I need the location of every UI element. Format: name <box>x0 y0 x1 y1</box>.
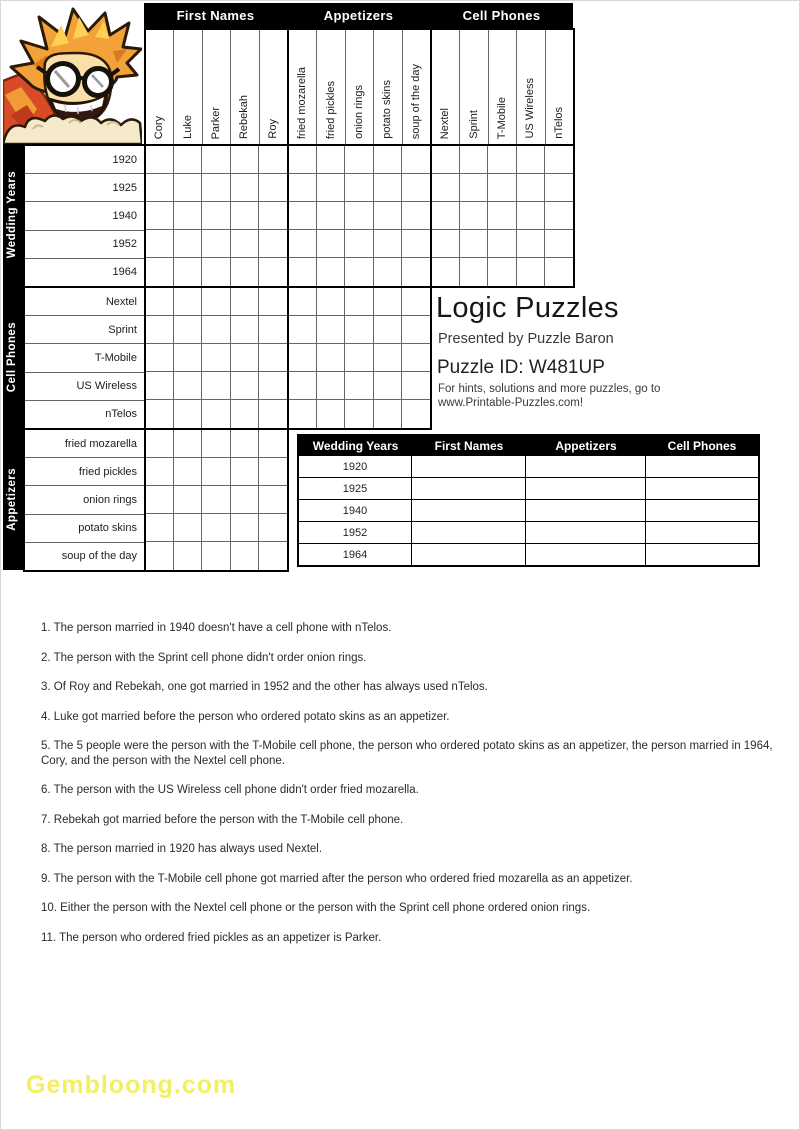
column-label: fried pickles <box>324 80 337 139</box>
grid-cell[interactable] <box>517 230 545 258</box>
grid-cell[interactable] <box>174 372 202 400</box>
column-label: onion rings <box>353 85 366 139</box>
grid-cell[interactable] <box>231 486 259 514</box>
grid-cell[interactable] <box>202 288 230 316</box>
column-label-cell <box>460 30 488 144</box>
row-label: soup of the day <box>61 550 137 563</box>
answer-table-row <box>299 455 758 477</box>
grid-cell[interactable] <box>317 174 345 202</box>
grid-cell[interactable] <box>259 146 287 174</box>
column-label: Parker <box>210 106 223 139</box>
grid-cell[interactable] <box>259 486 287 514</box>
row-label: 1920 <box>25 146 144 174</box>
grid-cell[interactable] <box>289 230 317 258</box>
page-subtitle: Presented by Puzzle Baron <box>438 331 614 347</box>
answer-table-header-cell: First Names <box>434 438 504 453</box>
column-label-cell <box>174 30 202 144</box>
grid-cell[interactable] <box>402 316 430 344</box>
column-labels-block <box>287 28 432 146</box>
column-label: soup of the day <box>409 63 422 139</box>
grid-cell[interactable] <box>345 202 373 230</box>
grid-cell[interactable] <box>289 316 317 344</box>
grid-cell[interactable] <box>460 146 488 174</box>
grid-cell[interactable] <box>174 258 202 286</box>
grid-cell[interactable] <box>146 458 174 486</box>
grid-cell-block <box>144 428 289 572</box>
grid-cell[interactable] <box>231 344 259 372</box>
grid-cell[interactable] <box>174 288 202 316</box>
row-label: 1964 <box>112 266 137 279</box>
grid-cell[interactable] <box>460 174 488 202</box>
answer-blank-cell[interactable] <box>412 544 526 565</box>
grid-cell[interactable] <box>289 258 317 286</box>
grid-cell[interactable] <box>231 146 259 174</box>
grid-cell[interactable] <box>259 174 287 202</box>
answer-blank-cell[interactable] <box>646 522 758 543</box>
grid-cell[interactable] <box>231 372 259 400</box>
grid-cell[interactable] <box>289 372 317 400</box>
grid-cell-block <box>287 144 432 288</box>
grid-cell[interactable] <box>231 230 259 258</box>
answer-blank-cell[interactable] <box>526 478 646 499</box>
grid-cell[interactable] <box>317 230 345 258</box>
answer-table-row <box>299 521 758 543</box>
grid-cell[interactable] <box>432 258 460 286</box>
clue-item: 11. The person who ordered fried pickles as an appetizer is Parker. <box>41 931 382 944</box>
grid-cell[interactable] <box>202 202 230 230</box>
grid-cell[interactable] <box>345 174 373 202</box>
grid-cell[interactable] <box>460 230 488 258</box>
grid-cell[interactable] <box>202 514 230 542</box>
grid-cell[interactable] <box>432 202 460 230</box>
grid-cell[interactable] <box>374 230 402 258</box>
grid-cell[interactable] <box>202 230 230 258</box>
column-label-cell <box>317 30 345 144</box>
grid-cell[interactable] <box>488 230 516 258</box>
grid-cell[interactable] <box>202 258 230 286</box>
column-label: Cory <box>153 115 166 139</box>
grid-cell[interactable] <box>545 202 573 230</box>
grid-cell[interactable] <box>345 372 373 400</box>
grid-cell[interactable] <box>231 458 259 486</box>
grid-cell[interactable] <box>202 372 230 400</box>
column-label-cell <box>546 30 573 144</box>
answer-blank-cell[interactable] <box>646 478 758 499</box>
clue-item: 10. Either the person with the Nextel cell phone or the person with the Sprint cell phone ordered onion rings. <box>41 902 591 914</box>
column-label: Luke <box>181 115 194 139</box>
column-label-cell <box>517 30 545 144</box>
grid-cell[interactable] <box>174 316 202 344</box>
grid-cell[interactable] <box>460 202 488 230</box>
grid-cell[interactable] <box>259 430 287 458</box>
grid-cell[interactable] <box>146 230 174 258</box>
grid-cell[interactable] <box>231 174 259 202</box>
grid-cell[interactable] <box>374 316 402 344</box>
grid-cell[interactable] <box>202 146 230 174</box>
answer-blank-cell[interactable] <box>412 456 526 477</box>
grid-cell[interactable] <box>231 316 259 344</box>
grid-cell[interactable] <box>174 202 202 230</box>
answer-blank-cell[interactable] <box>526 456 646 477</box>
answer-table-row <box>299 543 758 565</box>
grid-cell[interactable] <box>517 258 545 286</box>
grid-cell[interactable] <box>402 372 430 400</box>
grid-cell[interactable] <box>231 514 259 542</box>
grid-cell[interactable] <box>231 202 259 230</box>
grid-cell[interactable] <box>345 316 373 344</box>
grid-cell[interactable] <box>231 288 259 316</box>
grid-cell[interactable] <box>402 258 430 286</box>
grid-cell[interactable] <box>146 202 174 230</box>
grid-cell[interactable] <box>317 258 345 286</box>
grid-cell[interactable] <box>174 230 202 258</box>
column-label-cell <box>260 30 287 144</box>
column-label-cell <box>346 30 374 144</box>
grid-cell[interactable] <box>545 174 573 202</box>
mascot-icon <box>3 3 142 144</box>
mascot-illustration <box>3 3 142 144</box>
answer-blank-cell[interactable] <box>526 522 646 543</box>
row-label: T-Mobile <box>25 344 144 372</box>
row-labels-column <box>23 286 146 430</box>
answer-blank-cell[interactable] <box>526 544 646 565</box>
grid-cell[interactable] <box>202 400 230 428</box>
grid-cell[interactable] <box>432 230 460 258</box>
grid-cell[interactable] <box>231 542 259 570</box>
answer-blank-cell[interactable] <box>412 478 526 499</box>
answer-year-cell: 1964 <box>299 544 412 565</box>
column-label: Rebekah <box>238 94 251 139</box>
clue-item: 5. The 5 people were the person with the T-Mobile cell phone, the person who ordered potato skins as an appetizer, the person married in 1964, Cory, and the person with the Nextel cell phone. <box>41 740 773 767</box>
answer-table-row <box>299 499 758 521</box>
clues-list <box>41 621 773 960</box>
column-group-header: Appetizers <box>287 3 430 28</box>
grid-cell[interactable] <box>259 344 287 372</box>
column-label-cell <box>432 30 460 144</box>
column-label-cell <box>374 30 402 144</box>
grid-cell[interactable] <box>545 146 573 174</box>
row-group-header <box>3 428 23 570</box>
grid-cell[interactable] <box>231 258 259 286</box>
grid-cell-block <box>144 144 289 288</box>
grid-cell[interactable] <box>146 542 174 570</box>
grid-cell[interactable] <box>146 288 174 316</box>
grid-cell[interactable] <box>317 316 345 344</box>
grid-cell[interactable] <box>259 514 287 542</box>
puzzle-id: Puzzle ID: W481UP <box>437 357 605 378</box>
grid-cell-block <box>430 144 575 288</box>
answer-blank-cell[interactable] <box>526 500 646 521</box>
grid-cell[interactable] <box>259 202 287 230</box>
grid-cell[interactable] <box>174 174 202 202</box>
grid-cell[interactable] <box>146 430 174 458</box>
grid-cell[interactable] <box>374 344 402 372</box>
grid-cell[interactable] <box>259 230 287 258</box>
grid-cell[interactable] <box>345 230 373 258</box>
answer-table-header-cell: Wedding Years <box>312 438 399 453</box>
grid-cell[interactable] <box>289 344 317 372</box>
grid-cell[interactable] <box>146 400 174 428</box>
column-label: T-Mobile <box>496 96 509 139</box>
grid-cell[interactable] <box>374 202 402 230</box>
answer-table-header-cell: Cell Phones <box>667 438 737 453</box>
column-label-cell <box>203 30 231 144</box>
grid-cell[interactable] <box>545 230 573 258</box>
answer-year-cell: 1920 <box>299 456 412 477</box>
grid-cell[interactable] <box>259 542 287 570</box>
grid-cell[interactable] <box>345 146 373 174</box>
grid-cell[interactable] <box>345 344 373 372</box>
row-label: 1925 <box>25 174 144 202</box>
row-group-label: Wedding Years <box>6 171 19 259</box>
row-group-header <box>3 144 23 286</box>
column-label: potato skins <box>381 80 394 139</box>
row-label: fried pickles <box>25 458 144 486</box>
grid-cell[interactable] <box>202 458 230 486</box>
grid-cell[interactable] <box>146 258 174 286</box>
row-label: 1952 <box>25 231 144 259</box>
grid-cell[interactable] <box>146 514 174 542</box>
grid-cell[interactable] <box>374 258 402 286</box>
answer-table-header-cell: Appetizers <box>555 438 617 453</box>
page-title: Logic Puzzles <box>436 292 619 324</box>
grid-cell[interactable] <box>289 174 317 202</box>
grid-cell[interactable] <box>517 202 545 230</box>
grid-cell-block <box>287 286 432 430</box>
clue-item: 8. The person married in 1920 has always used Nextel. <box>41 843 323 855</box>
clue-item: 4. Luke got married before the person who ordered potato skins as an appetizer. <box>41 710 450 723</box>
grid-cell[interactable] <box>146 372 174 400</box>
grid-cell[interactable] <box>402 230 430 258</box>
column-label-cell <box>231 30 259 144</box>
column-label: Roy <box>266 119 279 139</box>
grid-cell[interactable] <box>402 202 430 230</box>
grid-cell[interactable] <box>374 174 402 202</box>
clue-item: 1. The person married in 1940 doesn't have a cell phone with nTelos. <box>41 622 392 634</box>
row-label: fried mozarella <box>25 430 144 458</box>
grid-cell[interactable] <box>259 458 287 486</box>
watermark: Gembloong.com <box>26 1071 237 1099</box>
column-group-header: Cell Phones <box>430 3 573 28</box>
column-label: nTelos <box>552 107 565 139</box>
grid-cell[interactable] <box>289 400 317 428</box>
answer-table-header <box>299 436 758 455</box>
grid-cell[interactable] <box>174 514 202 542</box>
grid-cell[interactable] <box>231 430 259 458</box>
grid-cell[interactable] <box>317 344 345 372</box>
grid-cell[interactable] <box>174 458 202 486</box>
answer-blank-cell[interactable] <box>646 456 758 477</box>
grid-cell[interactable] <box>174 542 202 570</box>
grid-cell[interactable] <box>317 146 345 174</box>
grid-cell[interactable] <box>317 202 345 230</box>
row-labels-column <box>23 428 146 572</box>
column-label: US Wireless <box>524 78 537 139</box>
grid-cell[interactable] <box>488 146 516 174</box>
clue-item: 6. The person with the US Wireless cell phone didn't order fried mozarella. <box>41 784 419 796</box>
answer-blank-cell[interactable] <box>412 522 526 543</box>
grid-cell[interactable] <box>402 146 430 174</box>
grid-cell[interactable] <box>402 344 430 372</box>
hints-line-1: For hints, solutions and more puzzles, go to <box>438 383 661 395</box>
grid-cell[interactable] <box>374 288 402 316</box>
grid-cell[interactable] <box>146 486 174 514</box>
clue-item: 9. The person with the T-Mobile cell phone got married after the person who ordered fried mozarella as an appetizer. <box>41 872 633 885</box>
grid-cell-block <box>144 286 289 430</box>
answer-table <box>297 434 760 567</box>
answer-year-cell: 1940 <box>299 500 412 521</box>
row-label: Nextel <box>25 288 144 316</box>
grid-cell[interactable] <box>488 202 516 230</box>
grid-cell[interactable] <box>259 288 287 316</box>
column-label: fried mozarella <box>296 66 309 139</box>
grid-cell[interactable] <box>146 174 174 202</box>
grid-cell[interactable] <box>146 146 174 174</box>
hints-text <box>438 382 660 410</box>
row-labels-column <box>23 144 146 288</box>
grid-cell[interactable] <box>202 344 230 372</box>
grid-cell[interactable] <box>202 486 230 514</box>
grid-cell[interactable] <box>345 400 373 428</box>
grid-cell[interactable] <box>174 146 202 174</box>
grid-cell[interactable] <box>517 146 545 174</box>
grid-cell[interactable] <box>317 288 345 316</box>
grid-cell[interactable] <box>289 202 317 230</box>
grid-cell[interactable] <box>259 372 287 400</box>
clue-item: 7. Rebekah got married before the person with the T-Mobile cell phone. <box>41 813 404 826</box>
column-label: Nextel <box>439 107 452 139</box>
grid-cell[interactable] <box>460 258 488 286</box>
row-group-header <box>3 286 23 428</box>
grid-cell[interactable] <box>231 400 259 428</box>
grid-cell[interactable] <box>259 400 287 428</box>
grid-cell[interactable] <box>374 400 402 428</box>
grid-cell[interactable] <box>289 146 317 174</box>
grid-cell[interactable] <box>146 316 174 344</box>
answer-blank-cell[interactable] <box>412 500 526 521</box>
row-label: 1940 <box>25 202 144 230</box>
clue-item: 3. Of Roy and Rebekah, one got married in 1952 and the other has always used nTelos. <box>41 681 488 693</box>
answer-blank-cell[interactable] <box>646 500 758 521</box>
grid-cell[interactable] <box>374 146 402 174</box>
row-label: nTelos <box>105 408 137 421</box>
row-group-label: Cell Phones <box>6 321 19 393</box>
grid-cell[interactable] <box>202 542 230 570</box>
grid-cell[interactable] <box>317 400 345 428</box>
grid-cell[interactable] <box>289 288 317 316</box>
grid-cell[interactable] <box>402 400 430 428</box>
grid-cell[interactable] <box>174 430 202 458</box>
grid-cell[interactable] <box>317 372 345 400</box>
row-label: US Wireless <box>25 373 144 401</box>
grid-cell[interactable] <box>345 288 373 316</box>
answer-year-cell: 1925 <box>299 478 412 499</box>
grid-cell[interactable] <box>517 174 545 202</box>
row-group-label: Appetizers <box>6 467 19 531</box>
column-label: Sprint <box>467 110 480 139</box>
answer-blank-cell[interactable] <box>646 544 758 565</box>
column-group-header: First Names <box>144 3 287 28</box>
grid-cell[interactable] <box>345 258 373 286</box>
grid-cell[interactable] <box>374 372 402 400</box>
grid-cell[interactable] <box>545 258 573 286</box>
grid-cell[interactable] <box>432 174 460 202</box>
grid-cell[interactable] <box>174 486 202 514</box>
column-labels-block <box>430 28 575 146</box>
grid-cell[interactable] <box>402 288 430 316</box>
grid-cell[interactable] <box>259 258 287 286</box>
grid-cell[interactable] <box>259 316 287 344</box>
grid-cell[interactable] <box>146 344 174 372</box>
column-label-cell <box>289 30 317 144</box>
grid-cell[interactable] <box>488 258 516 286</box>
column-label-cell <box>403 30 430 144</box>
grid-cell[interactable] <box>202 316 230 344</box>
hints-line-2: www.Printable-Puzzles.com! <box>438 397 584 409</box>
grid-cell[interactable] <box>174 344 202 372</box>
grid-cell[interactable] <box>432 146 460 174</box>
column-label-cell <box>146 30 174 144</box>
row-label: onion rings <box>25 486 144 514</box>
answer-table-row <box>299 477 758 499</box>
grid-cell[interactable] <box>402 174 430 202</box>
column-label-cell <box>489 30 517 144</box>
grid-cell[interactable] <box>488 174 516 202</box>
grid-cell[interactable] <box>174 400 202 428</box>
row-label: potato skins <box>25 515 144 543</box>
clue-item: 2. The person with the Sprint cell phone didn't order onion rings. <box>41 651 367 664</box>
grid-cell[interactable] <box>202 430 230 458</box>
grid-cell[interactable] <box>202 174 230 202</box>
answer-year-cell: 1952 <box>299 522 412 543</box>
column-labels-block <box>144 28 289 146</box>
row-label: Sprint <box>25 316 144 344</box>
